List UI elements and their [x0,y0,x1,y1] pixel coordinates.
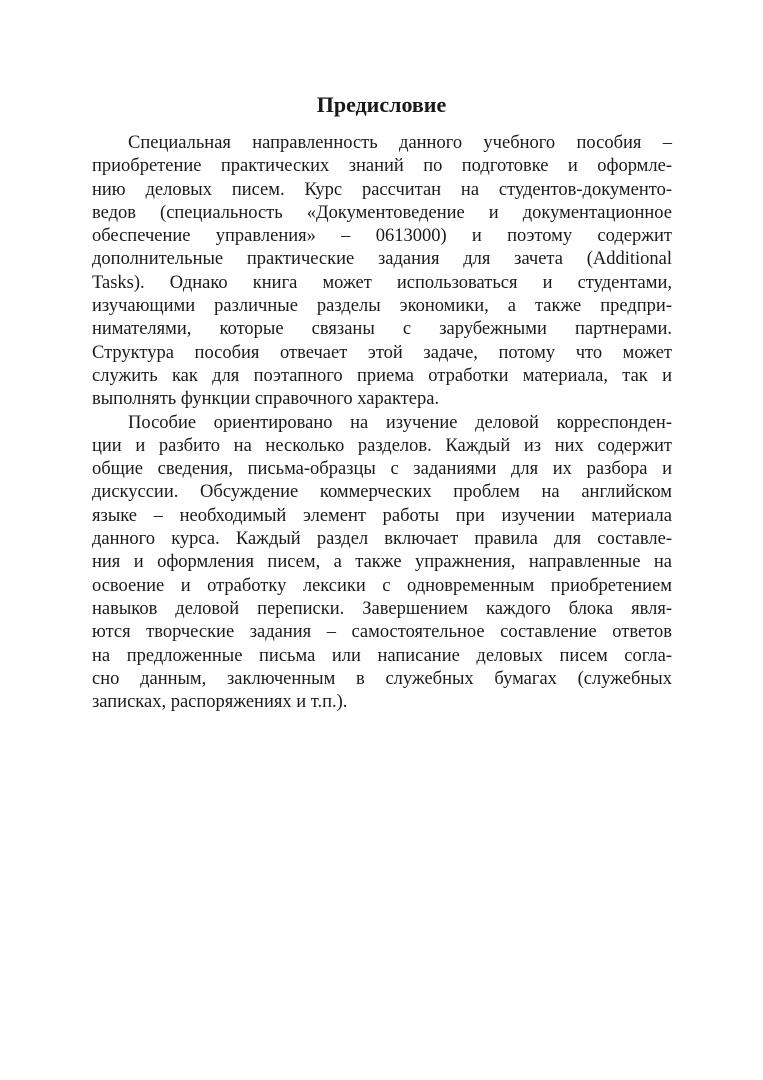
text-line: нимателями, которые связаны с зарубежными партнерами. [92,319,672,340]
text-line: навыков деловой переписки. Завершением каждого блока явля- [92,598,672,619]
text-line: записках, распоряжениях и т.п.). [92,692,348,713]
text-line: Пособие ориентировано на изучение деловой корреспонден- [128,412,672,433]
paragraph-2 [92,412,672,715]
text-line: данного курса. Каждый раздел включает правила для составле- [92,529,672,550]
text-line: на предложенные письма или написание деловых писем согла- [92,645,672,666]
text-line: ции и разбито на несколько разделов. Каждый из них содержит [92,435,672,456]
text-line: языке – необходимый элемент работы при изучении материала [92,505,672,526]
text-line: выполнять функции справочного характера. [92,389,440,410]
text-line: Структура пособия отвечает этой задаче, потому что может [92,342,672,363]
text-line: сно данным, заключенным в служебных бумагах (служебных [92,668,672,689]
body-text [92,132,672,714]
text-line: освоение и отработку лексики с одновременным приобретением [92,575,672,596]
text-line: служить как для поэтапного приема отработки материала, так и [92,365,672,386]
text-line: Tasks). Однако книга может использоваться и студентами, [92,272,672,293]
text-line: изучающими различные разделы экономики, а также предпри- [92,296,672,317]
text-line: Специальная направленность данного учебного пособия – [128,133,672,153]
text-line: дискуссии. Обсуждение коммерческих проблем на английском [92,482,672,503]
text-line: дополнительные практические задания для зачета (Additional [92,249,672,270]
text-line: ния и оформления писем, а также упражнения, направленные на [92,552,672,573]
text-line: приобретение практических знаний по подготовке и оформле- [92,156,672,177]
text-line: нию деловых писем. Курс рассчитан на студентов-документо- [92,179,672,200]
paragraph-1 [92,132,672,412]
text-line: обеспечение управления» – 0613000) и поэтому содержит [92,226,672,247]
page-title: Предисловие [316,92,447,117]
text-line: ведов (специальность «Документоведение и документационное [92,202,672,223]
text-line: общие сведения, письма-образцы с заданиями для их разбора и [92,459,672,480]
text-line: ются творческие задания – самостоятельное составление ответов [92,622,672,643]
